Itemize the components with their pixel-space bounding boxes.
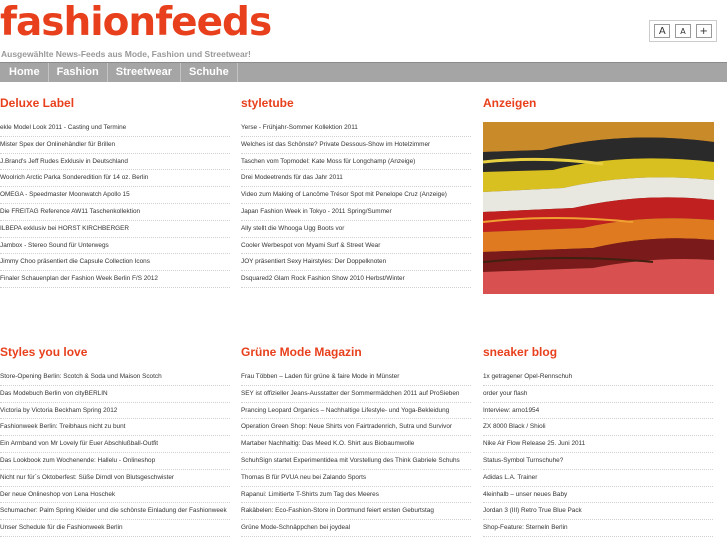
section-title[interactable]: Styles you love: [0, 345, 88, 359]
feed-item[interactable]: Victoria by Victoria Beckham Spring 2012: [0, 403, 230, 420]
feed-item[interactable]: ILBEPA exklusiv bei HORST KIRCHBERGER: [0, 221, 230, 238]
feed-item[interactable]: Woolrich Arctic Parka Sonderedition für 14 oz. Berlin: [0, 170, 230, 187]
feed-item[interactable]: Unser Schedule für die Fashionweek Berlin: [0, 520, 230, 537]
feed-item[interactable]: Video zum Making of Lancôme Trésor Spot mit Penelope Cruz (Anzeige): [241, 187, 471, 204]
feed-item[interactable]: Die FREITAG Reference AW11 Taschenkollektion: [0, 204, 230, 221]
feed-item[interactable]: Grüne Mode-Schnäppchen bei joydeal: [241, 520, 471, 537]
feed-item[interactable]: Adidas L.A. Trainer: [483, 470, 713, 487]
feed-item[interactable]: Prancing Leopard Organics – Nachhaltige Lifestyle- und Yoga-Bekleidung: [241, 403, 471, 420]
nav-item-fashion[interactable]: Fashion: [49, 63, 108, 82]
section-sneaker-blog: [483, 345, 713, 537]
section-title[interactable]: styletube: [241, 96, 294, 110]
main-nav: [0, 62, 727, 82]
feed-item[interactable]: Ally stellt die Whooga Ugg Boots vor: [241, 221, 471, 238]
feed-item[interactable]: Dsquared2 Glam Rock Fashion Show 2010 Herbst/Winter: [241, 271, 471, 288]
feed-item[interactable]: Schumacher: Palm Spring Kleider und die schönste Einladung der Fashionweek: [0, 503, 230, 520]
feed-item[interactable]: Ein Armband von Mr Lovely für Euer Abschlußball-Outfit: [0, 436, 230, 453]
section-gruene-mode-magazin: [241, 345, 471, 537]
feed-item[interactable]: Cooler Werbespot von Myami Surf & Street Wear: [241, 238, 471, 255]
feed-item[interactable]: Fashionweek Berlin: Treibhaus nicht zu bunt: [0, 419, 230, 436]
feed-item[interactable]: Welches ist das Schönste? Private Dessous-Show im Hotelzimmer: [241, 137, 471, 154]
tshirt-stack-image: [483, 122, 714, 294]
section-title: Anzeigen: [483, 96, 537, 110]
feed-item[interactable]: Japan Fashion Week in Tokyo - 2011 Spring/Summer: [241, 204, 471, 221]
feed-item[interactable]: JOY präsentiert Sexy Hairstyles: Der Doppelknoten: [241, 254, 471, 271]
feed-item[interactable]: SchuhSign startet Experimentidea mit Vorstellung des Think Gabriele Schuhs: [241, 453, 471, 470]
site-logo[interactable]: fashionfeeds: [0, 0, 272, 45]
section-styles-you-love: [0, 345, 230, 537]
feed-item[interactable]: Interview: arno1954: [483, 403, 713, 420]
section-title[interactable]: Grüne Mode Magazin: [241, 345, 362, 359]
nav-item-home[interactable]: Home: [0, 63, 49, 82]
feed-item[interactable]: 1x getragener Opel-Rennschuh: [483, 369, 713, 386]
feed-list: [241, 369, 471, 537]
feed-item[interactable]: SEY ist offizieller Jeans-Ausstatter der Sommermädchen 2011 auf ProSieben: [241, 386, 471, 403]
feed-item[interactable]: Drei Modeetrends für das Jahr 2011: [241, 170, 471, 187]
section-title[interactable]: Deluxe Label: [0, 96, 75, 110]
feed-item[interactable]: Jordan 3 (III) Retro True Blue Pack: [483, 503, 713, 520]
section-styletube: [241, 96, 471, 288]
site-tagline: Ausgewählte News-Feeds aus Mode, Fashion und Streetwear!: [1, 49, 251, 59]
font-larger-button[interactable]: +: [696, 24, 712, 38]
feed-item[interactable]: Operation Green Shop: Neue Shirts von Fairtradenrich, Sutra und Survivor: [241, 419, 471, 436]
feed-item[interactable]: Der neue Onlineshop von Lena Hoschek: [0, 487, 230, 504]
feed-item[interactable]: Yerse - Frühjahr-Sommer Kollektion 2011: [241, 120, 471, 137]
feed-list: [241, 120, 471, 288]
feed-item[interactable]: OMEGA - Speedmaster Moonwatch Apollo 15: [0, 187, 230, 204]
feed-item[interactable]: Jimmy Choo präsentiert die Capsule Collection Icons: [0, 254, 230, 271]
font-size-controls: [649, 20, 717, 42]
feed-item[interactable]: Rapanui: Limitierte T-Shirts zum Tag des Meeres: [241, 487, 471, 504]
feed-item[interactable]: order your flash: [483, 386, 713, 403]
feed-item[interactable]: ekle Model Look 2011 - Casting und Termine: [0, 120, 230, 137]
section-deluxe-label: [0, 96, 230, 288]
feed-item[interactable]: Finaler Schauenplan der Fashion Week Berlin F/S 2012: [0, 271, 230, 288]
feed-item[interactable]: Das Modebuch Berlin von cityBERLIN: [0, 386, 230, 403]
ad-image[interactable]: [483, 122, 714, 294]
nav-item-schuhe[interactable]: Schuhe: [181, 63, 238, 82]
section-title[interactable]: sneaker blog: [483, 345, 558, 359]
feed-item[interactable]: Martaber Nachhaltig: Das Meed K.O. Shirt aus Biobaumwolle: [241, 436, 471, 453]
feed-item[interactable]: Rakäbelen: Eco-Fashion-Store in Dortmund feiert ersten Geburtstag: [241, 503, 471, 520]
feed-item[interactable]: Mister Spex der Onlinehändler für Brillen: [0, 137, 230, 154]
font-reset-button[interactable]: A: [654, 24, 670, 38]
font-smaller-button[interactable]: A: [675, 24, 691, 38]
feed-list: [0, 369, 230, 537]
feed-item[interactable]: Store-Opening Berlin: Scotch & Soda und Maison Scotch: [0, 369, 230, 386]
section-anzeigen: [483, 96, 713, 110]
feed-item[interactable]: Shop-Feature: Sterneln Berlin: [483, 520, 713, 537]
feed-item[interactable]: Frau Többen – Laden für grüne & faire Mode in Münster: [241, 369, 471, 386]
feed-item[interactable]: Status-Symbol Turnschuhe?: [483, 453, 713, 470]
feed-item[interactable]: J.Brand's Jeff Rudes Exklusiv in Deutschland: [0, 154, 230, 171]
feed-item[interactable]: ZX 8000 Black / Shioli: [483, 419, 713, 436]
feed-list: [483, 369, 713, 537]
feed-item[interactable]: Taschen vom Topmodel: Kate Moss für Longchamp (Anzeige): [241, 154, 471, 171]
feed-item[interactable]: Thomas B für PVUA neu bei Zalando Sports: [241, 470, 471, 487]
feed-item[interactable]: Nicht nur für´s Oktoberfest: Süße Dirndl von Blutsgeschwister: [0, 470, 230, 487]
feed-list: [0, 120, 230, 288]
feed-item[interactable]: Nike Air Flow Release 25. Juni 2011: [483, 436, 713, 453]
nav-item-streetwear[interactable]: Streetwear: [108, 63, 181, 82]
feed-item[interactable]: 4leinhalb – unser neues Baby: [483, 487, 713, 504]
feed-item[interactable]: Das Lookbook zum Wochenende: Hallelu - Onlineshop: [0, 453, 230, 470]
feed-item[interactable]: Jambox - Stereo Sound für Unterwegs: [0, 238, 230, 255]
